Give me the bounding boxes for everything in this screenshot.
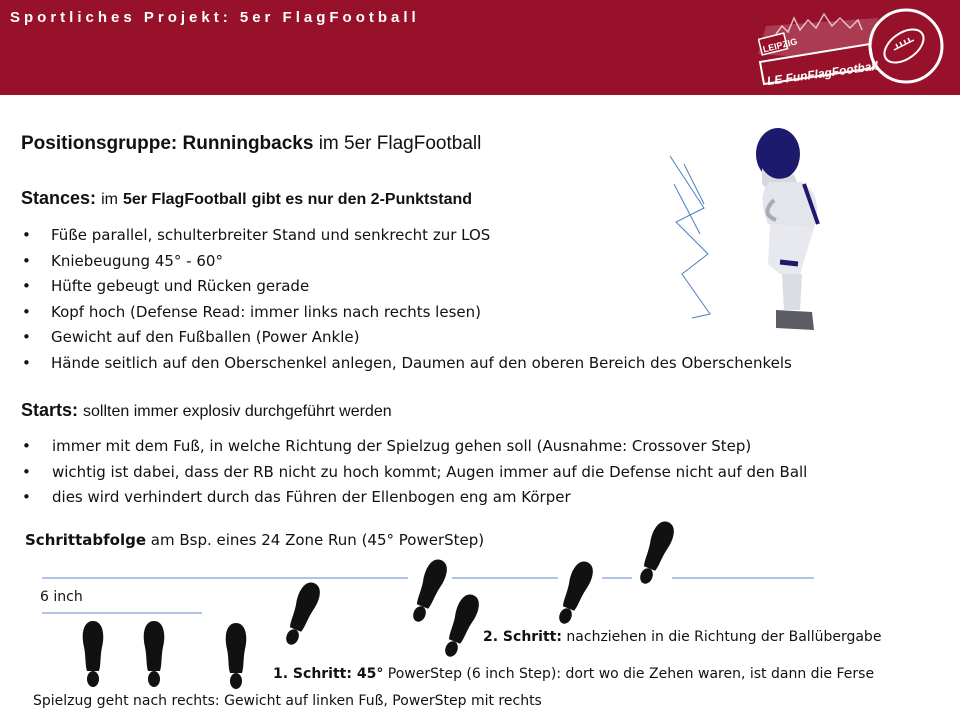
bottom-caption: Spielzug geht nach rechts: Gewicht auf linken Fuß, PowerStep mit rechts (33, 693, 542, 709)
step-sequence-bold: Schrittabfolge (25, 531, 146, 549)
footprint (407, 556, 451, 625)
stances-text: gibt es nur den 2-Punktstand (251, 191, 473, 208)
list-item: • Kniebeugung 45° - 60° (20, 249, 792, 275)
starts-label: Starts: (21, 400, 79, 420)
position-label: Positionsgruppe: (21, 133, 178, 154)
inch-label: 6 inch (40, 589, 83, 605)
step2-bold: 2. Schritt: (483, 629, 562, 645)
svg-text:LEIPZIG: LEIPZIG (761, 36, 799, 55)
footprint (83, 621, 104, 687)
stances-heading (21, 188, 472, 209)
step2-caption (483, 629, 881, 645)
step1-caption (273, 666, 874, 682)
footprint (280, 579, 324, 648)
starts-list (20, 434, 807, 511)
footprint (553, 558, 597, 627)
footprint (226, 623, 247, 689)
starts-text: sollten immer explosiv durchgeführt werden (83, 403, 392, 420)
list-item: • Hüfte gebeugt und Rücken gerade (20, 274, 792, 300)
list-item: • Gewicht auf den Fußballen (Power Ankle) (20, 325, 792, 351)
list-item: • wichtig ist dabei, dass der RB nicht zu hoch kommt; Augen immer auf die Defense nicht auf den Ball (20, 460, 807, 486)
list-item: • Füße parallel, schulterbreiter Stand und senkrecht zur LOS (20, 223, 792, 249)
list-item: • immer mit dem Fuß, in welche Richtung der Spielzug gehen soll (Ausnahme: Crossover Step) (20, 434, 807, 460)
list-item: • dies wird verhindert durch das Führen der Ellenbogen eng am Körper (20, 485, 807, 511)
stances-prefix: im (101, 191, 118, 208)
starts-heading (21, 400, 392, 421)
footprint (439, 591, 483, 660)
position-name: Runningbacks (182, 133, 314, 154)
step2-text: nachziehen in die Richtung der Ballübergabe (566, 629, 882, 645)
header-banner (0, 0, 960, 95)
team-logo (758, 6, 948, 90)
step1-bold: 1. Schritt: 45° (273, 666, 384, 682)
svg-text:LE FunFlagFootball: LE FunFlagFootball (766, 58, 879, 89)
stances-label: Stances: (21, 188, 97, 208)
position-heading (21, 133, 481, 155)
step-sequence-text: am Bsp. eines 24 Zone Run (45° PowerStep) (150, 531, 485, 549)
footstep-diagram (0, 510, 960, 720)
runningback-stance-illustration (664, 124, 834, 340)
page-title: Sportliches Projekt: 5er FlagFootball (10, 9, 420, 26)
step1-text: PowerStep (6 inch Step): dort wo die Zehen waren, ist dann die Ferse (387, 666, 875, 682)
position-suffix: im 5er FlagFootball (318, 133, 482, 154)
list-item: • Kopf hoch (Defense Read: immer links nach rechts lesen) (20, 300, 792, 326)
list-item: • Hände seitlich auf den Oberschenkel anlegen, Daumen auf den oberen Bereich des Oberschenkels (20, 351, 792, 377)
stances-bold: 5er FlagFootball (122, 191, 247, 208)
footprint (144, 621, 165, 687)
footprint (634, 518, 678, 587)
